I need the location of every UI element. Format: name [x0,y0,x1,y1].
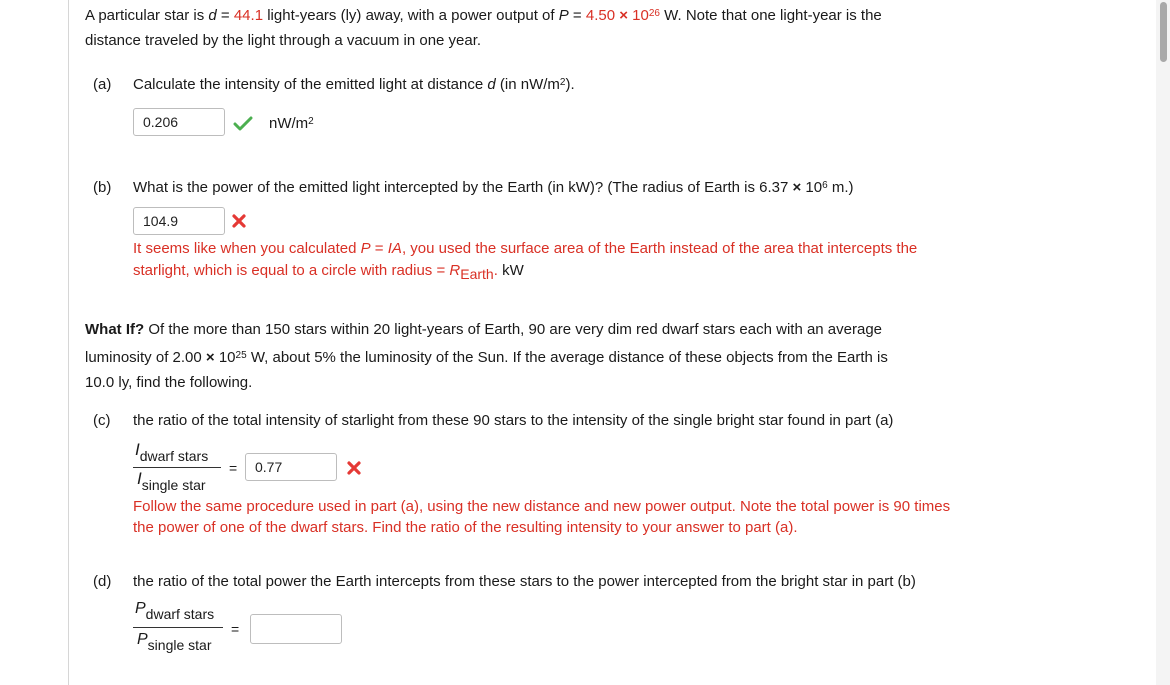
part-a-question: Calculate the intensity of the emitted light at distance d (in $nW/m^2$). [133,76,575,93]
part-c-equals: = [229,460,238,476]
part-a-label: (a) [93,76,112,93]
part-c-feedback-line-2: the power of one of the dwarf stars. Find the ratio of the resulting intensity to your answer to part (a). [133,519,798,536]
fraction-numerator: Idwarf stars [135,440,209,464]
intro-line-1: A particular star is d = 44.1 light-years (ly) away, with a power output of $P = 4.50 \times 10^{26}$ W. Note that one light-year is the [85,7,882,24]
part-c-fraction [133,440,223,498]
distance-value: 44.1 [233,7,264,24]
what-if-line-2: luminosity of $2.00 \times 10^{25}$ W, about 5% the luminosity of the Sun. If the average distance of these objects from the Earth is [85,349,888,366]
part-b-feedback-line-1: It seems like when you calculated P = IA, you used the surface area of the Earth instead of the area that intercepts the [133,240,918,257]
checkmark-icon [233,116,253,132]
part-c-answer-input[interactable]: 0.77 [245,453,337,481]
cross-icon [231,213,247,229]
what-if-line-3: 10.0 ly, find the following. [85,374,253,391]
fraction-numerator: Pdwarf stars [135,600,215,622]
question-panel [68,0,1149,685]
fraction-denominator: Isingle star [137,469,206,493]
part-b-unit: kW [502,262,524,279]
part-d-answer-input[interactable] [250,614,342,644]
part-c-feedback-line-1: Follow the same procedure used in part (a), using the new distance and new power output. Note the total power is 90 times [133,498,951,515]
part-d-label: (d) [93,573,112,590]
vertical-scrollbar[interactable] [1156,0,1170,685]
part-b-feedback-line-2: starlight, which is equal to a circle with radius = $R_{Earth}$. kW [133,262,524,282]
intro-line-2: distance traveled by the light through a vacuum in one year. [85,32,482,49]
part-d-question: the ratio of the total power the Earth intercepts from these stars to the power intercepted from the bright star in part (b) [133,573,916,590]
power-value: $4.50 \times 10^{26}$ [585,7,660,24]
fraction-denominator: Psingle star [137,631,212,653]
part-b-answer-input[interactable]: 104.9 [133,207,225,235]
part-c-question: the ratio of the total intensity of starlight from these 90 stars to the intensity of the single bright star found in part (a) [133,412,894,429]
fraction-bar [133,627,223,628]
part-a-answer-input[interactable]: 0.206 [133,108,225,136]
scrollbar-thumb[interactable] [1160,2,1167,62]
part-c-label: (c) [93,412,111,429]
cross-icon [346,460,362,476]
part-d-fraction [133,600,223,660]
what-if-line-1: What If? Of the more than 150 stars within 20 light-years of Earth, 90 are very dim red dwarf stars each with an average [85,321,883,338]
part-b-label: (b) [93,179,112,196]
part-d-equals: = [231,621,240,637]
part-a-unit: $nW/m^2$ [269,115,314,132]
part-b-question: What is the power of the emitted light intercepted by the Earth (in kW)? (The radius of Earth is $6.37 \times 10^6$ m.) [133,179,854,196]
fraction-bar [133,467,221,468]
